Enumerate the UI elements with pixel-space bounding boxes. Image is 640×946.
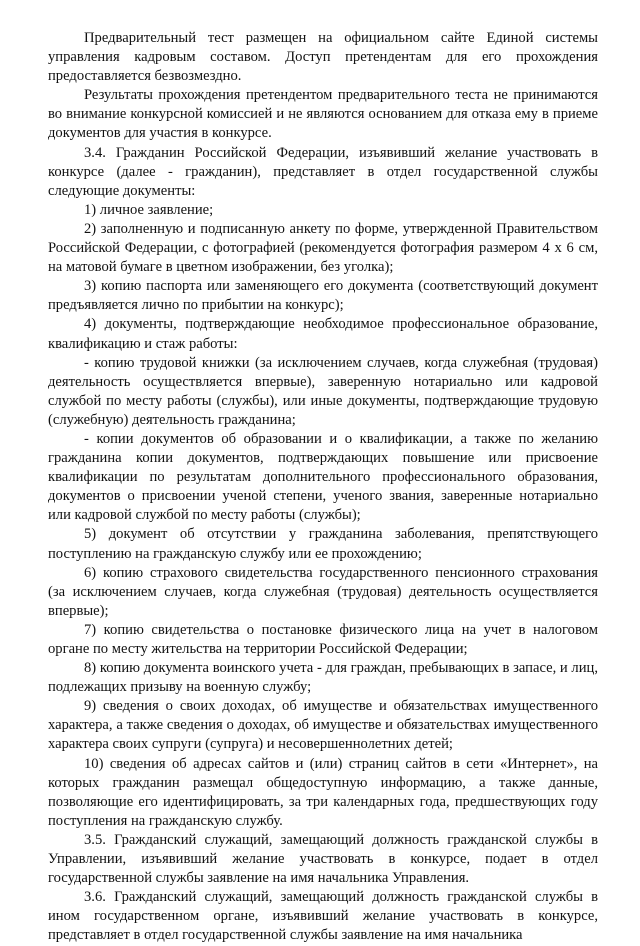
paragraph-section-3-4: 3.4. Гражданин Российской Федерации, изъявивший желание участвовать в конкурсе (далее - гражданин), представляет в отдел государственной службы следующие документы: (48, 144, 598, 199)
list-item-4: 4) документы, подтверждающие необходимое профессиональное образование, квалификацию и стаж работы: (48, 316, 598, 352)
paragraph-section-3-6: 3.6. Гражданский служащий, замещающий должность гражданской службы в ином государственном органе, изъявивший желание участвовать в конкурсе, представляет в отдел государственной службы заявление на имя начальника (48, 889, 598, 944)
list-item-7: 7) копию свидетельства о постановке физического лица на учет в налоговом органе по месту жительства на территории Российской Федерации; (48, 621, 598, 657)
list-item-6: 6) копию страхового свидетельства государственного пенсионного страхования (за исключением случаев, когда служебная (трудовая) деятельность осуществляется впервые); (48, 564, 598, 619)
list-item-9: 9) сведения о своих доходах, об имуществе и обязательствах имущественного характера, а также сведения о доходах, об имуществе и обязательствах имущественного характера своих супруги (супруга) и несовершеннолетних детей; (48, 698, 598, 753)
list-subitem-work-book: - копию трудовой книжки (за исключением случаев, когда служебная (трудовая) деятельность осуществляется впервые), заверенную нотариально или кадровой службой по месту работы (службы), или иные документы, подтверждающие трудовую (служебную) деятельность гражданина; (48, 354, 598, 428)
list-item-2: 2) заполненную и подписанную анкету по форме, утвержденной Правительством Российской Федерации, с фотографией (рекомендуется фотография размером 4 х 6 см, на матовой бумаге в цветном изображении, без уголка); (48, 220, 598, 276)
list-item-1: 1) личное заявление; (84, 201, 214, 218)
document-page (48, 29, 598, 946)
paragraph-test-results: Результаты прохождения претендентом предварительного теста не принимаются во внимание конкурсной комиссией и не являются основанием для отказа ему в приеме документов для участия в конкурсе. (48, 87, 598, 142)
list-item-8: 8) копию документа воинского учета - для граждан, пребывающих в запасе, и лиц, подлежащих призыву на военную службу; (48, 660, 598, 696)
paragraph-preliminary-test-posted: Предварительный тест размещен на официальном сайте Единой системы управления кадровым составом. Доступ претендентам для его прохождения предоставляется безвозмездно. (48, 30, 598, 85)
list-subitem-education-docs: - копии документов об образовании и о квалификации, а также по желанию гражданина копии документов, подтверждающих повышение или присвоение квалификации по результатам дополнительного профессионального образования, документов о присвоении ученой степени, ученого звания, заверенные нотариально или кадровой службой по месту работы (службы); (48, 430, 598, 524)
list-item-3: 3) копию паспорта или заменяющего его документа (соответствующий документ предъявляется лично по прибытии на конкурс); (48, 278, 598, 314)
list-item-10: 10) сведения об адресах сайтов и (или) страниц сайтов в сети «Интернет», на которых гражданин размещал общедоступную информацию, а также данные, позволяющие его идентифицировать, за три календарных года, предшествующих году поступления на гражданскую службу. (48, 755, 598, 829)
list-item-5: 5) документ об отсутствии у гражданина заболевания, препятствующего поступлению на гражданскую службу или ее прохождению; (48, 526, 598, 562)
paragraph-section-3-5: 3.5. Гражданский служащий, замещающий должность гражданской службы в Управлении, изъявивший желание участвовать в конкурсе, подает в отдел государственной службы заявление на имя начальника Управления. (48, 831, 598, 887)
